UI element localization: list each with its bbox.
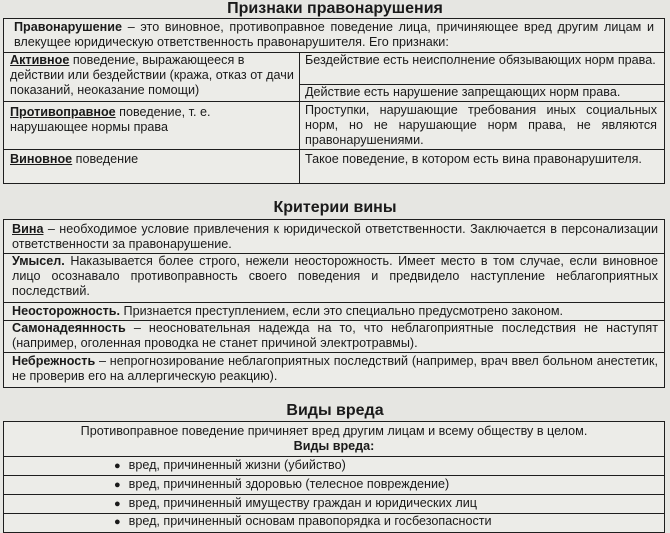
divider — [4, 302, 664, 303]
harm-bullet-2-text: вред, причиненный здоровью (телесное повреждение) — [128, 477, 450, 491]
guilt-item-3-text: Признается преступлением, если это специально предусмотрено законом. — [120, 304, 564, 318]
harm-bullet-4-text: вред, причиненный основам правопорядка и госбезопасности — [128, 514, 492, 528]
bullet-icon: ● — [114, 479, 121, 491]
guilt-item-3-term: Неосторожность. — [12, 304, 121, 318]
offense-table — [3, 18, 665, 184]
offense-row-1-right-a: Бездействие есть неисполнение обязывающих норм права. — [305, 53, 656, 67]
offense-row-1-right-b: Действие есть нарушение запрещающих норм права. — [305, 85, 621, 99]
guilt-item-2 — [12, 254, 658, 299]
harm-bullet-4 — [114, 514, 492, 530]
divider — [4, 494, 664, 495]
offense-row-1-term: Активное — [10, 53, 70, 67]
divider — [299, 52, 300, 184]
guilt-item-2-text: Наказывается более строго, нежели неосторожность. Имеет место в том случае, если виновное лицо осознавало противоправность своего поведения и предвидело наступление неблагоприятных последствий. — [12, 254, 658, 298]
harm-bullet-3 — [114, 496, 477, 512]
bullet-icon: ● — [114, 498, 121, 510]
guilt-item-2-term: Умысел. — [12, 254, 65, 268]
offense-row-3-right: Такое поведение, в котором есть вина правонарушителя. — [305, 152, 642, 166]
offense-row-2-left — [10, 105, 290, 135]
harm-bullet-1-text: вред, причиненный жизни (убийство) — [128, 458, 346, 472]
offense-definition-text: – это виновное, противоправное поведение лица, причиняющее вред другим лицам и влекущее юридическую ответственность правонарушителя. Его признаки: — [14, 20, 654, 49]
guilt-item-5-text: – непрогнозирование неблагоприятных последствий (например, врач ввел больном анестетик, не проверив его на аллергическую реакцию). — [12, 354, 658, 383]
offense-row-2-text: поведение, т. е. нарушающее нормы права — [10, 105, 211, 134]
divider — [4, 456, 664, 457]
harm-bullet-1 — [114, 458, 346, 474]
divider — [4, 475, 664, 476]
guilt-table — [3, 219, 665, 388]
guilt-item-4 — [12, 321, 658, 351]
offense-row-2-term: Противоправное — [10, 105, 116, 119]
divider — [4, 352, 664, 353]
offense-title: Признаки правонарушения — [227, 0, 443, 17]
guilt-title: Критерии вины — [273, 199, 397, 216]
guilt-item-4-term: Самонадеянность — [12, 321, 126, 335]
harm-subtitle: Виды вреда: — [293, 439, 375, 453]
harm-title: Виды вреда — [286, 402, 384, 419]
guilt-item-3 — [12, 304, 658, 319]
bullet-icon: ● — [114, 516, 121, 528]
guilt-item-5-term: Небрежность — [12, 354, 96, 368]
harm-table — [3, 421, 665, 533]
bullet-icon: ● — [114, 460, 121, 472]
harm-intro: Противоправное поведение причиняет вред другим лицам и всему обществу в целом. — [80, 424, 588, 438]
harm-bullet-3-text: вред, причиненный имуществу граждан и юридических лиц — [128, 496, 477, 510]
offense-row-2-right: Проступки, нарушающие требования иных социальных норм, но не нарушающие норм права, не являются правонарушениями. — [305, 103, 657, 147]
offense-row-3-left — [10, 152, 295, 167]
offense-row-3-text: поведение — [72, 152, 139, 166]
guilt-item-1-text: – необходимое условие привлечения к юридической ответственности. Заключается в персонализации ответственности за правонарушение. — [12, 222, 658, 251]
harm-bullet-2 — [114, 477, 449, 493]
guilt-item-1 — [12, 222, 658, 252]
offense-row-1-left — [10, 53, 295, 98]
offense-row-3-term: Виновное — [10, 152, 73, 166]
guilt-item-4-text: – неосновательная надежда на то, что неблагоприятные последствия не наступят (например, оголенная проводка не станет причиной электротравмы). — [12, 321, 658, 350]
offense-row-1-text: поведение, выражающееся в действии или бездействии (кража, отказ от дачи показаний, неоказание помощи) — [10, 53, 294, 97]
guilt-item-1-term: Вина — [12, 222, 44, 236]
guilt-item-5 — [12, 354, 658, 384]
offense-definition — [14, 20, 654, 50]
divider — [4, 149, 664, 150]
offense-definition-term: Правонарушение — [14, 20, 123, 34]
divider — [4, 101, 664, 102]
